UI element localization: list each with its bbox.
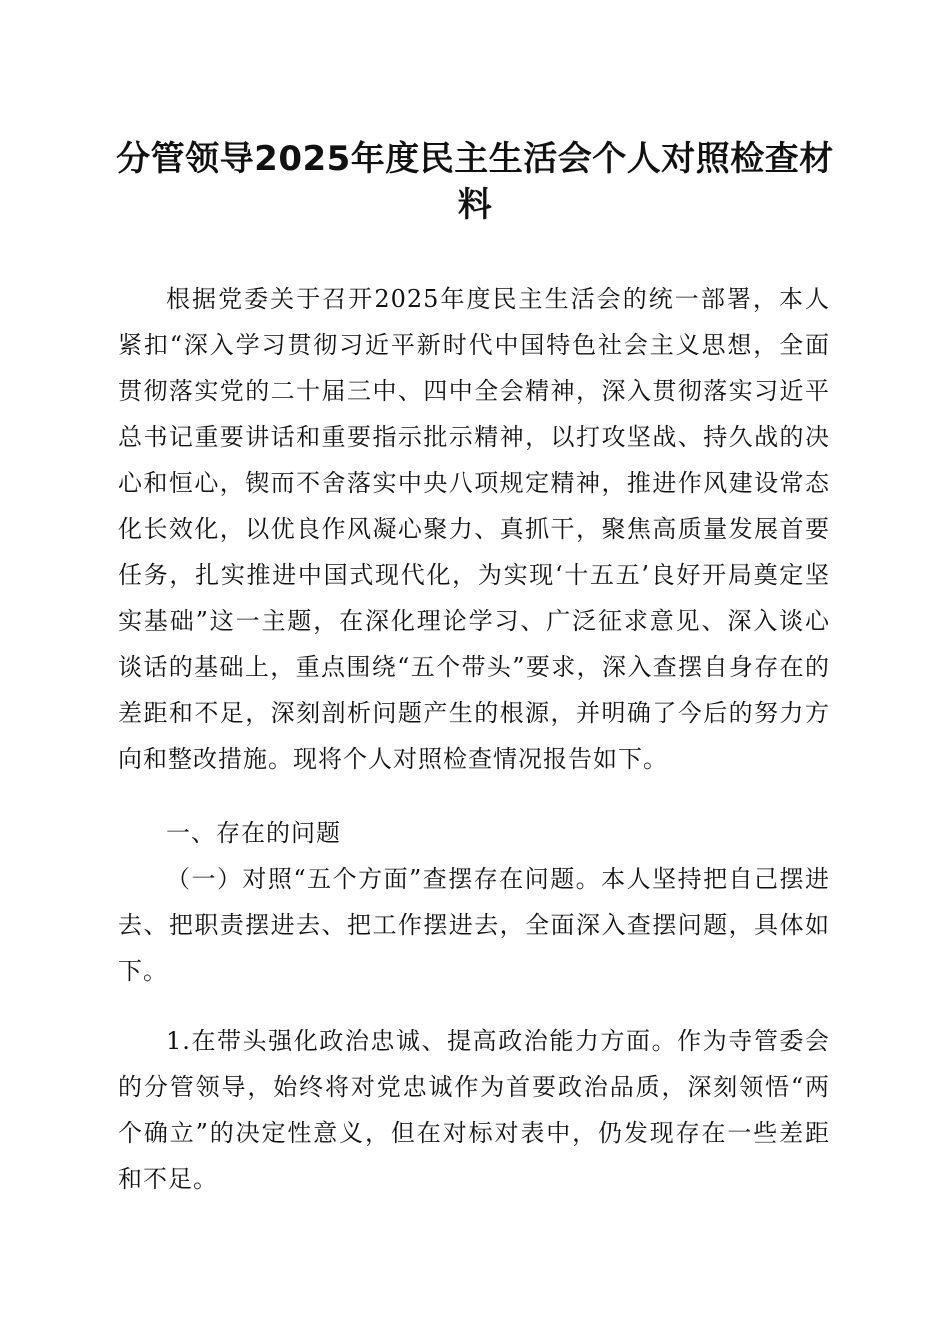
intro-text: 根据党委关于召开2025年度民主生活会的统一部署，本人紧扣“深入学习贯彻习近平新时代中国特色社会主义思想，全面贯彻落实党的二十届三中、四中全会精神，深入贯彻落实习近平总书记重要讲话和重要指示批示精神，以打攻坚战、持久战的决心和恒心，锲而不舍落实中央八项规定精神，推进作风建设常态化长效化，以优良作风凝心聚力、真抓干，聚焦高质量发展首要任务，扎实推进中国式现代化，为实现‘十五五’良好开局奠定坚实基础”这一主题，在深化理论学习、广泛征求意见、深入谈心谈话的基础上，重点围绕“五个带头”要求，深入查摆自身存在的差距和不足，深刻剖析问题产生的根源，并明确了今后的努力方向和整改措施。现将个人对照检查情况报告如下。 (118, 285, 830, 773)
item-text: 1.在带头强化政治忠诚、提高政治能力方面。作为寺管委会的分管领导，始终将对党忠诚作为首要政治品质，深刻领悟“两个确立”的决定性意义，但在对标对表中，仍发现存在一些差距和不足。 (118, 1027, 830, 1193)
section-heading-problems: 一、存在的问题 (166, 819, 341, 847)
document-title: 分管领导2025年度民主生活会个人对照检查材料 (116, 139, 834, 225)
intro-paragraph (118, 276, 830, 782)
subsection-text: （一）对照“五个方面”查摆存在问题。本人坚持把自己摆进去、把职责摆进去、把工作摆进去，全面深入查摆问题，具体如下。 (118, 865, 830, 985)
item-paragraph (118, 1018, 830, 1202)
subsection-paragraph (118, 856, 830, 994)
